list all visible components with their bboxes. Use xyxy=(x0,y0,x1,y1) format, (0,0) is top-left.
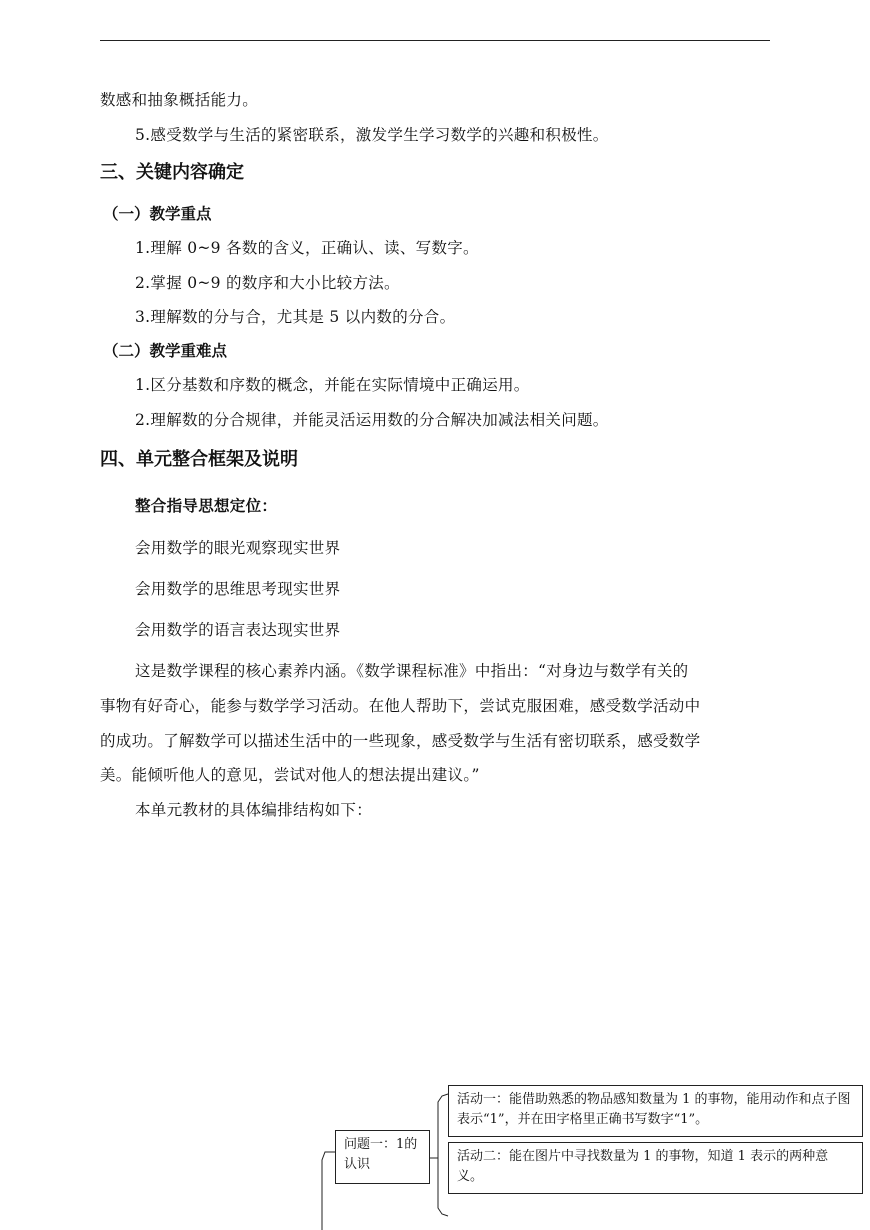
paragraph-line: 美。能倾听他人的意见，尝试对他人的想法提出建议。” xyxy=(100,766,480,784)
paragraph-line: 事物有好奇心，能参与数学学习活动。在他人帮助下，尝试克服困难，感受数学活动中 xyxy=(100,697,701,715)
activity-label: 活动一：能借助熟悉的物品感知数量为 1 的事物，能用动作和点子图表示“1”，并在田字格里正确书写数字“1”。 xyxy=(457,1092,851,1127)
question-label: 问题一：1的认识 xyxy=(344,1137,418,1172)
section-heading: 四、单元整合框架及说明 xyxy=(100,449,298,470)
section-heading: 三、关键内容确定 xyxy=(100,162,244,183)
subsection-heading: （二）教学重难点 xyxy=(103,342,228,360)
text-line: 数感和抽象概括能力。 xyxy=(100,91,259,109)
list-item: 1.区分基数和序数的概念，并能在实际情境中正确运用。 xyxy=(135,376,530,394)
guide-line: 会用数学的语言表达现实世界 xyxy=(135,621,341,639)
text-line: 5.感受数学与生活的紧密联系，激发学生学习数学的兴趣和积极性。 xyxy=(135,126,609,144)
paragraph-line: 这是数学课程的核心素养内涵。《数学课程标准》中指出：“对身边与数学有关的 xyxy=(135,662,689,680)
structure-intro: 本单元教材的具体编排结构如下： xyxy=(135,801,373,819)
guide-line: 会用数学的思维思考现实世界 xyxy=(135,580,341,598)
question-box xyxy=(335,1130,430,1184)
paragraph-line: 的成功。了解数学可以描述生活中的一些现象，感受数学与生活有密切联系，感受数学 xyxy=(100,732,701,750)
activity-box xyxy=(448,1085,863,1137)
list-item: 2.理解数的分合规律，并能灵活运用数的分合解决加减法相关问题。 xyxy=(135,411,609,429)
guide-label: 整合指导思想定位： xyxy=(135,497,278,515)
list-item: 3.理解数的分与合，尤其是 5 以内数的分合。 xyxy=(135,308,456,326)
list-item: 1.理解 0~9 各数的含义，正确认、读、写数字。 xyxy=(135,239,479,257)
activity-box xyxy=(448,1142,863,1194)
guide-line: 会用数学的眼光观察现实世界 xyxy=(135,539,341,557)
activity-label: 活动二：能在图片中寻找数量为 1 的事物，知道 1 表示的两种意义。 xyxy=(457,1149,829,1184)
list-item: 2.掌握 0~9 的数序和大小比较方法。 xyxy=(135,274,400,292)
subsection-heading: （一）教学重点 xyxy=(103,205,212,223)
